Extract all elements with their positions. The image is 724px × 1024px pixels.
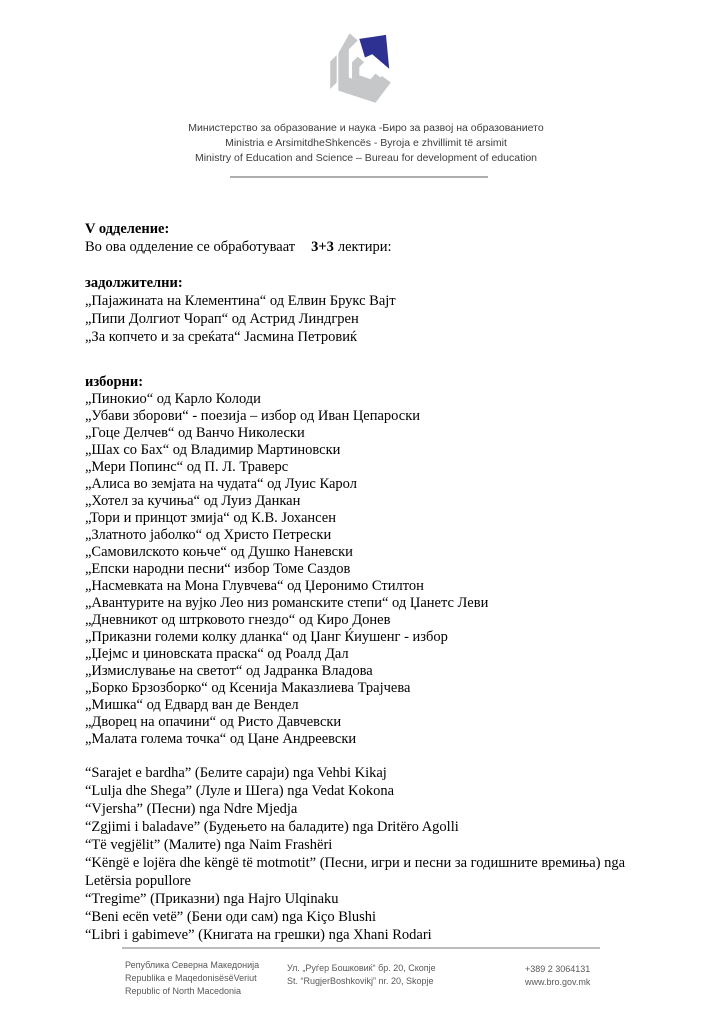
list-item: “Sarajet e bardha” (Белите сараји) nga Vehbi Kikaj — [85, 765, 387, 781]
list-item: „Самовилското коњче“ од Душко Наневски — [85, 544, 353, 560]
list-item: “Të vegjëlit” (Малите) nga Naim Frashëri — [85, 837, 333, 853]
bro-logo-icon — [327, 32, 411, 112]
list-item: „Хотел за кучиња“ од Луиз Данкан — [85, 493, 301, 509]
list-item: „Авантурите на вујко Лео низ романските степи“ од Џанетс Леви — [85, 595, 489, 611]
list-item: „Мери Попинс“ од П. Л. Траверс — [85, 459, 289, 475]
footer-country-mk: Република Северна Македонија — [125, 960, 260, 970]
elective-list — [85, 391, 642, 748]
list-item: „Мишка“ од Едвард ван де Вендел — [85, 697, 299, 713]
footer-phone: +389 2 3064131 — [525, 964, 591, 974]
list-item: „Дневникот од штрковото гнездо“ од Киро Донев — [85, 612, 391, 628]
list-item: „Џејмс и џиновската праска“ од Роалд Дал — [85, 646, 349, 662]
list-item: „Пинокио“ од Карло Колоди — [85, 391, 261, 407]
albanian-list — [85, 764, 642, 944]
list-item: “Beni ecën vetë” (Бени оди сам) nga Kiço Blushi — [85, 909, 377, 925]
footer-website: www.bro.gov.mk — [525, 977, 591, 987]
footer-address-column — [287, 962, 436, 988]
list-item: „Измислување на светот“ од Јадранка Владова — [85, 663, 373, 679]
footer-address-sq: St. “RugjerBoshkovikj” nr. 20, Skopje — [287, 976, 434, 986]
list-item: „Шах со Бах“ од Владимир Мартиновски — [85, 442, 341, 458]
document-body — [85, 220, 642, 944]
footer-divider — [122, 947, 600, 949]
list-item: „Пајажината на Клементина“ од Елвин Брукс Вајт — [85, 293, 396, 309]
list-item: “Libri i gabimeve” (Книгата на грешки) nga Xhani Rodari — [85, 927, 432, 943]
list-item: „Дворец на опачини“ од Ристо Давчевски — [85, 714, 342, 730]
list-item: “Zgjimi i baladave” (Будењето на баладите) nga Dritëro Agolli — [85, 819, 459, 835]
ministry-line-en: Ministry of Education and Science – Bureau for development of education — [194, 152, 538, 164]
grade-title: V одделение: — [85, 221, 170, 237]
list-item: „Епски народни песни“ избор Томе Саздов — [85, 561, 351, 577]
mandatory-list — [85, 292, 642, 346]
header-divider — [230, 176, 488, 178]
ministry-line-mk: Министерство за образование и наука -Биро за развој на образованието — [188, 122, 544, 134]
list-item: „Борко Брзозборко“ од Ксенија Маказлиева Трајчева — [85, 680, 411, 696]
footer-country-column — [125, 959, 259, 998]
footer-address-mk: Ул. „Руѓер Бошковиќ“ бр. 20, Скопје — [287, 963, 436, 973]
list-item: „Приказни големи колку дланка“ од Џанг Ќиушенг - избор — [85, 629, 448, 645]
list-item: “Këngë e lojëra dhe këngë të motmotit” (Песни, игри и песни за годишните времиња) nga Letërsia popullore — [85, 855, 626, 889]
list-item: “Vjersha” (Песни) nga Ndre Mjedja — [85, 801, 298, 817]
elective-heading: изборни: — [85, 374, 144, 390]
footer-country-sq: Republika e MaqedonisësëVeriut — [125, 973, 257, 983]
list-item: „Гоце Делчев“ од Ванчо Николески — [85, 425, 305, 441]
list-item: „Тори и принцот змија“ од К.В. Јохансен — [85, 510, 336, 526]
ministry-line-sq: Ministria e ArsimitdheShkencës - Byroja e zhvillimit të arsimit — [225, 137, 507, 149]
list-item: „Пипи Долгиот Чорап“ од Астрид Линдгрен — [85, 311, 359, 327]
list-item: „За копчето и за среќата“ Јасмина Петровиќ — [85, 329, 358, 345]
footer-contact-column — [525, 963, 590, 989]
footer-country-en: Republic of North Macedonia — [125, 986, 242, 996]
list-item: „Убави зборови“ - поезија – избор од Иван Цепароски — [85, 408, 421, 424]
intro-suffix: лектири: — [337, 239, 392, 255]
ministry-header — [4, 121, 724, 166]
list-item: „Малата голема точка“ од Цане Андреевски — [85, 731, 357, 747]
intro-line — [85, 238, 642, 256]
list-item: „Алиса во земјата на чудата“ од Луис Карол — [85, 476, 357, 492]
intro-prefix: Во ова одделение се обработуваат — [85, 239, 296, 255]
list-item: „Насмевката на Мона Глувчева“ од Џеронимо Стилтон — [85, 578, 424, 594]
list-item: “Lulja dhe Shega” (Луле и Шега) nga Vedat Kokona — [85, 783, 395, 799]
list-item: “Tregime” (Приказни) nga Hajro Ulqinaku — [85, 891, 339, 907]
intro-count: 3+3 — [311, 239, 334, 255]
list-item: „Златното јаболко“ од Христо Петрески — [85, 527, 332, 543]
mandatory-heading: задолжителни: — [85, 275, 183, 291]
